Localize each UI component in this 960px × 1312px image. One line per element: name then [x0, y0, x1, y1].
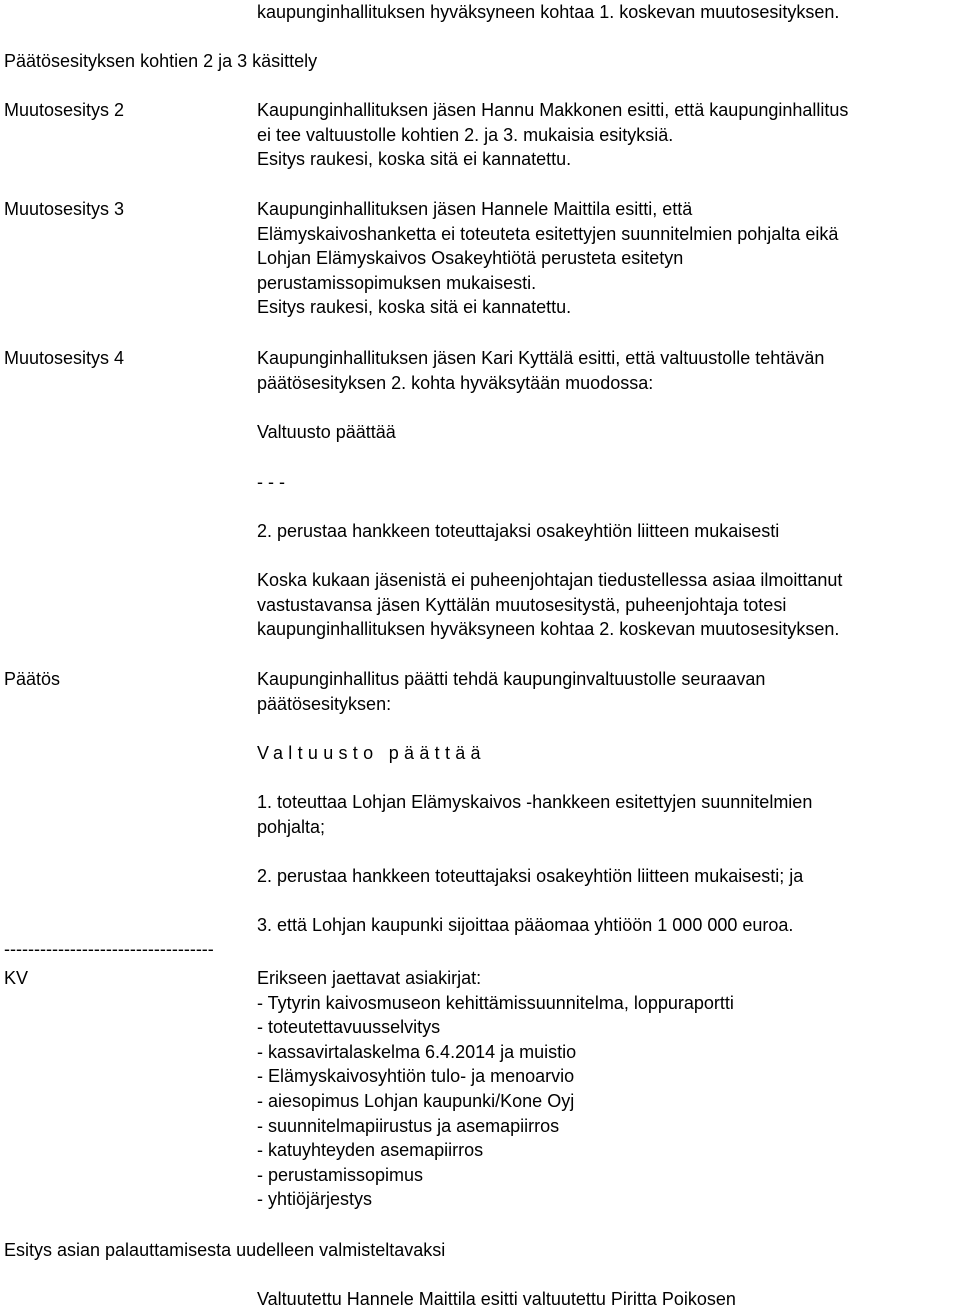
text-line: kaupunginhallituksen hyväksyneen kohtaa 2. koskevan muutosesityksen.: [257, 619, 840, 640]
palautus-heading: Esitys asian palauttamisesta uudelleen valmisteltavaksi: [4, 1240, 446, 1260]
muutosesitys-4-text: [257, 346, 824, 395]
text-line: Lohjan Elämyskaivos Osakeyhtiötä perusteta esitetyn: [257, 248, 684, 269]
muutosesitys-2-text: [257, 98, 848, 172]
paatos-point-3: 3. että Lohjan kaupunki sijoittaa pääomaa yhtiöön 1 000 000 euroa.: [257, 915, 794, 935]
list-item: - katuyhteyden asemapiirros: [257, 1140, 484, 1161]
text-line: Esitys raukesi, koska sitä ei kannatettu.: [257, 149, 572, 170]
section-heading: Päätösesityksen kohtien 2 ja 3 käsittely: [4, 51, 318, 71]
text-line: perustamissopimuksen mukaisesti.: [257, 272, 537, 293]
list-item: - Tytyrin kaivosmuseon kehittämissuunnitelma, loppuraportti: [257, 992, 734, 1013]
top-line: kaupunginhallituksen hyväksyneen kohtaa 1. koskevan muutosesityksen.: [257, 2, 840, 22]
text-line: pohjalta;: [257, 816, 326, 837]
muutosesitys-4-label: Muutosesitys 4: [4, 348, 125, 368]
paatos-text: [257, 667, 765, 716]
valtuusto-paattaa-spaced: Valtuusto päättää: [257, 743, 486, 763]
kv-documents: [257, 966, 734, 1212]
list-item: - kassavirtalaskelma 6.4.2014 ja muistio: [257, 1041, 577, 1062]
text-line: Koska kukaan jäsenistä ei puheenjohtajan tiedustellessa asiaa ilmoittanut: [257, 570, 843, 590]
list-item: - yhtiöjärjestys: [257, 1189, 373, 1210]
dashes: - - -: [257, 472, 285, 492]
paatos-label: Päätös: [4, 669, 61, 689]
last-line: Valtuutettu Hannele Maittila esitti valtuutettu Piritta Poikosen: [257, 1289, 736, 1309]
text-line: Kaupunginhallituksen jäsen Hannu Makkonen esitti, että kaupunginhallitus: [257, 100, 849, 120]
muutosesitys-3-label: Muutosesitys 3: [4, 199, 125, 219]
muutos4-point-2: 2. perustaa hankkeen toteuttajaksi osakeyhtiön liitteen mukaisesti: [257, 521, 780, 541]
kv-label: KV: [4, 968, 29, 988]
text-line: Esitys raukesi, koska sitä ei kannatettu.: [257, 297, 572, 318]
text-line: päätösesityksen:: [257, 693, 392, 714]
text-line: vastustavansa jäsen Kyttälän muutosesitystä, puheenjohtaja totesi: [257, 594, 787, 615]
list-item: - Elämyskaivosyhtiön tulo- ja menoarvio: [257, 1066, 575, 1087]
muutosesitys-3-text: [257, 197, 838, 320]
text-line: ei tee valtuustolle kohtien 2. ja 3. mukaisia esityksiä.: [257, 124, 674, 145]
text-line: päätösesityksen 2. kohta hyväksytään muodossa:: [257, 372, 654, 393]
text-line: Kaupunginhallitus päätti tehdä kaupunginvaltuustolle seuraavan: [257, 669, 766, 689]
list-item: - suunnitelmapiirustus ja asemapiirros: [257, 1115, 560, 1136]
valtuusto-paattaa: Valtuusto päättää: [257, 422, 396, 442]
paatos-point-2: 2. perustaa hankkeen toteuttajaksi osakeyhtiön liitteen mukaisesti; ja: [257, 866, 804, 886]
list-item: - aiesopimus Lohjan kaupunki/Kone Oyj: [257, 1090, 575, 1111]
text-line: Kaupunginhallituksen jäsen Hannele Maittila esitti, että: [257, 199, 693, 219]
separator-line: -----------------------------------: [4, 939, 214, 959]
paatos-point-1: [257, 790, 812, 839]
text-line: Elämyskaivoshanketta ei toteuteta esitettyjen suunnitelmien pohjalta eikä: [257, 223, 839, 244]
kv-heading: Erikseen jaettavat asiakirjat:: [257, 968, 482, 988]
text-line: Kaupunginhallituksen jäsen Kari Kyttälä esitti, että valtuustolle tehtävän: [257, 348, 825, 368]
text-line: 1. toteuttaa Lohjan Elämyskaivos -hankkeen esitettyjen suunnitelmien: [257, 792, 813, 812]
list-item: - perustamissopimus: [257, 1164, 424, 1185]
koska-paragraph: [257, 568, 842, 642]
muutosesitys-2-label: Muutosesitys 2: [4, 100, 125, 120]
list-item: - toteutettavuusselvitys: [257, 1017, 441, 1038]
